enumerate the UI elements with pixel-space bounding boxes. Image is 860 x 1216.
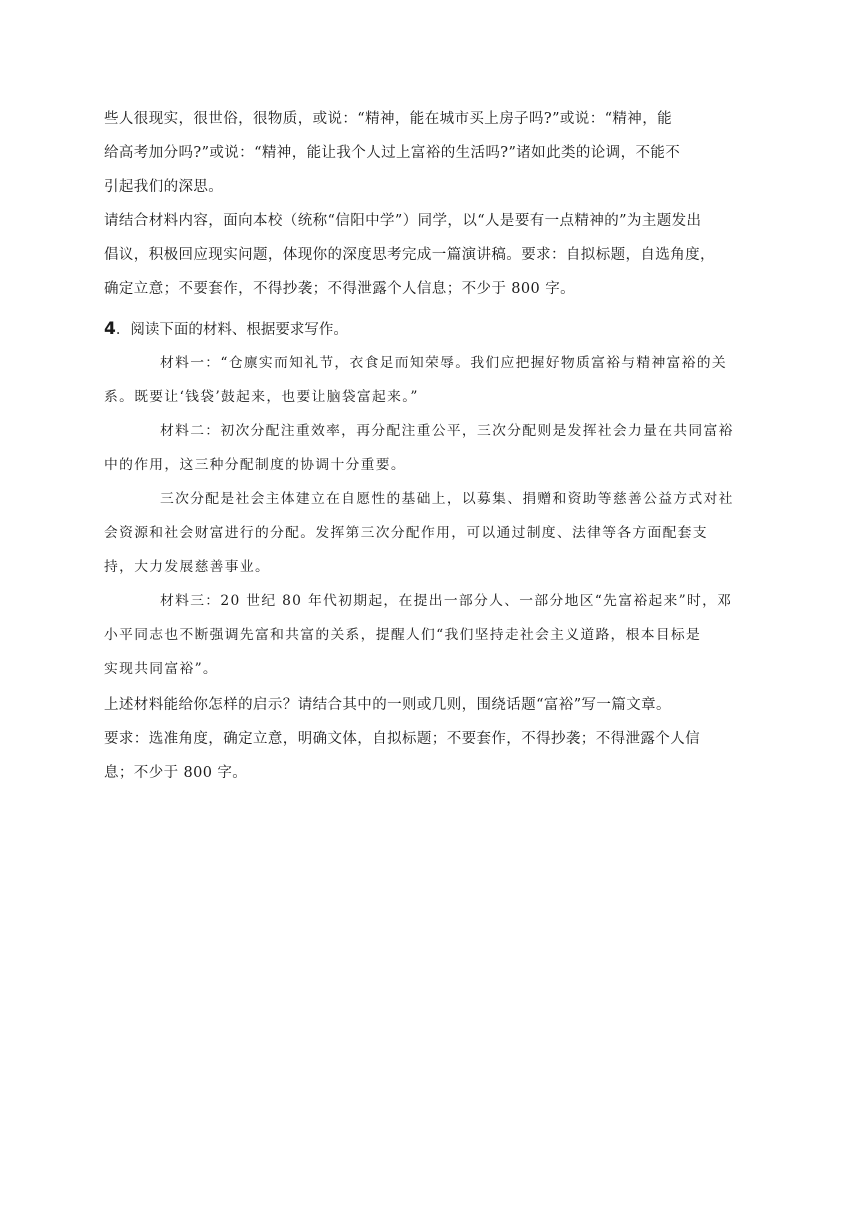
task-requirements — [104, 688, 744, 790]
question-heading — [104, 312, 744, 347]
material-line: 材料一：“仓廪实而知礼节，衣食足而知荣辱。我们应把握好物质富裕与精神富裕的关 — [160, 355, 727, 371]
material-line: 会资源和社会财富进行的分配。发挥第三次分配作用，可以通过制度、法律等各方面配套支 — [104, 525, 708, 541]
material-line: 中的作用，这三种分配制度的协调十分重要。 — [104, 457, 406, 473]
intro-line: 引起我们的深思。 — [104, 179, 224, 195]
prompt-line: 倡议，积极回应现实问题，体现你的深度思考完成一篇演讲稿。要求：自拟标题，自选角度， — [104, 247, 715, 263]
prompt-line: 确定立意；不要套作，不得抄袭；不得泄露个人信息；不少于 800 字。 — [104, 281, 575, 297]
requirement-line: 要求：选准角度，确定立意，明确文体，自拟标题；不要套作，不得抄袭；不得泄露个人信 — [104, 731, 700, 747]
material-line: 持，大力发展慈善事业。 — [104, 559, 271, 575]
material-line: 实现共同富裕”。 — [104, 661, 219, 677]
requirement-line: 息；不少于 800 字。 — [104, 765, 248, 781]
question-number: 4 — [104, 319, 116, 339]
intro-line: 给高考加分吗?”或说：“精神，能让我个人过上富裕的生活吗?”诸如此类的论调，不能不 — [104, 145, 681, 161]
writing-prompt-paragraph — [104, 204, 744, 306]
intro-line: 些人很现实，很世俗，很物质，或说：“精神，能在城市买上房子吗?”或说：“精神，能 — [104, 111, 673, 127]
intro-paragraph — [104, 102, 744, 204]
material-line: 三次分配是社会主体建立在自愿性的基础上，以募集、捐赠和资助等慈善公益方式对社 — [160, 491, 734, 507]
question-text: ．阅读下面的材料、根据要求写作。 — [115, 322, 348, 338]
material-line: 小平同志也不断强调先富和共富的关系，提醒人们“我们坚持走社会主义道路，根本目标是 — [104, 627, 702, 643]
task-line: 上述材料能给你怎样的启示？请结合其中的一则或几则，围绕话题“富裕”写一篇文章。 — [104, 697, 671, 713]
material-line: 系。既要让‘钱袋’鼓起来，也要让脑袋富起来。” — [104, 389, 419, 405]
materials-section — [104, 346, 744, 686]
material-line: 材料二：初次分配注重效率，再分配注重公平，三次分配则是发挥社会力量在共同富裕 — [160, 423, 734, 439]
prompt-line: 请结合材料内容，面向本校（统称“信阳中学”）同学，以“人是要有一点精神的”为主题发出 — [104, 213, 702, 229]
material-line: 材料三：20 世纪 80 年代初期起，在提出一部分人、一部分地区“先富裕起来”时，邓 — [160, 593, 733, 609]
